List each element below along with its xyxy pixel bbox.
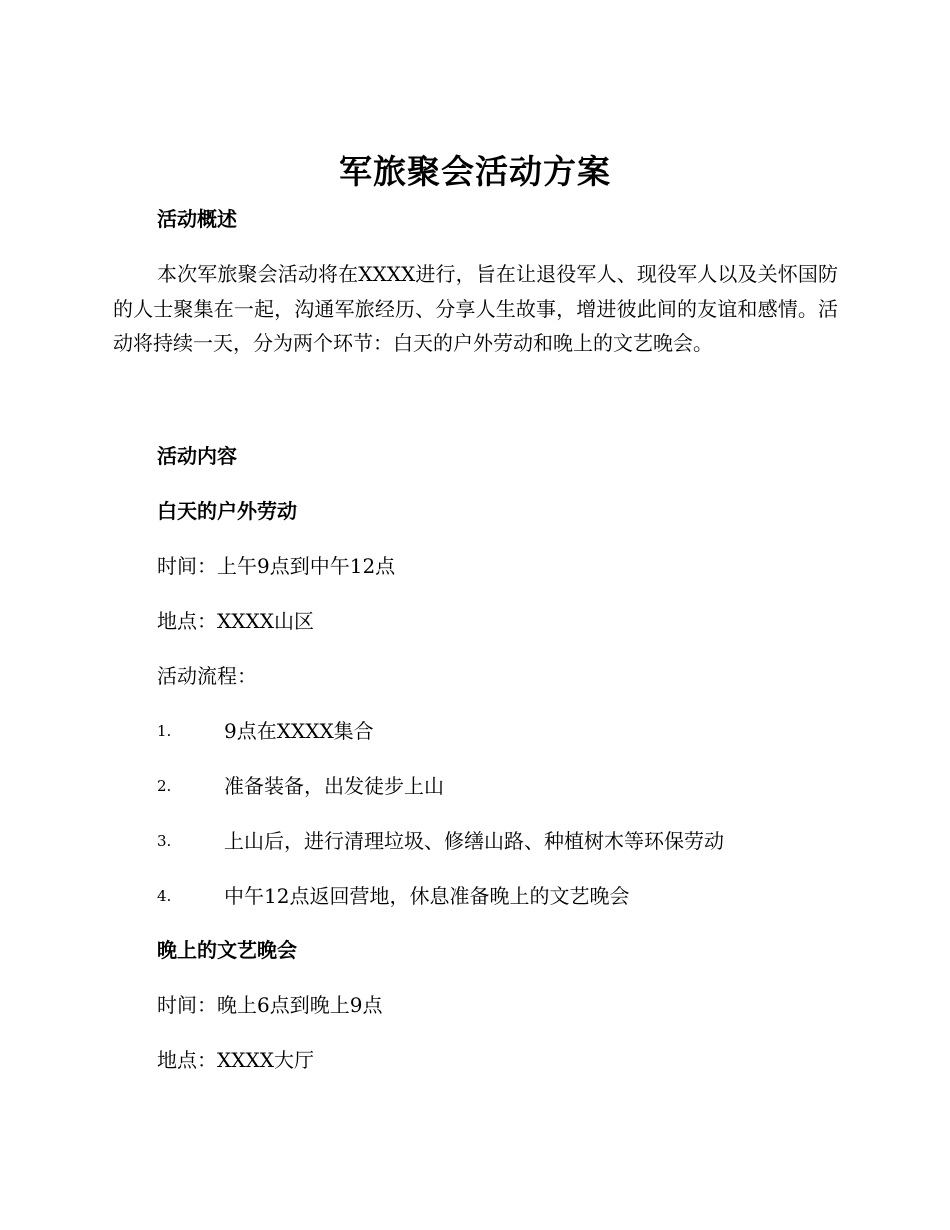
overview-paragraph: 本次军旅聚会活动将在XXXX进行，旨在让退役军人、现役军人以及关怀国防的人士聚集在一起，沟通军旅经历、分享人生故事，增进彼此间的友谊和感情。活动将持续一天，分为两个环节：白天的户外劳动和晚上的文艺晚会。: [113, 262, 838, 355]
list-item: 准备装备，出发徒步上山: [224, 774, 444, 798]
list-item-number: 3.: [157, 832, 172, 850]
list-item: 上山后，进行清理垃圾、修缮山路、种植树木等环保劳动: [224, 829, 724, 853]
list-item-number: 2.: [157, 777, 172, 795]
daytime-location: 地点：XXXX山区: [157, 609, 314, 633]
daytime-time: 时间：上午9点到中午12点: [157, 554, 396, 578]
document-title: 军旅聚会活动方案: [339, 152, 611, 191]
evening-heading: 晚上的文艺晚会: [157, 938, 297, 962]
process-label: 活动流程：: [157, 664, 257, 688]
list-item: 9点在XXXX集合: [224, 719, 374, 743]
list-item: 中午12点返回营地，休息准备晚上的文艺晚会: [224, 884, 630, 908]
list-item-number: 4.: [157, 887, 172, 905]
daytime-heading: 白天的户外劳动: [157, 499, 297, 523]
evening-location: 地点：XXXX大厅: [157, 1048, 314, 1072]
evening-time: 时间：晚上6点到晚上9点: [157, 993, 383, 1017]
overview-heading: 活动概述: [157, 207, 237, 231]
content-heading: 活动内容: [157, 444, 237, 468]
list-item-number: 1.: [157, 722, 172, 740]
